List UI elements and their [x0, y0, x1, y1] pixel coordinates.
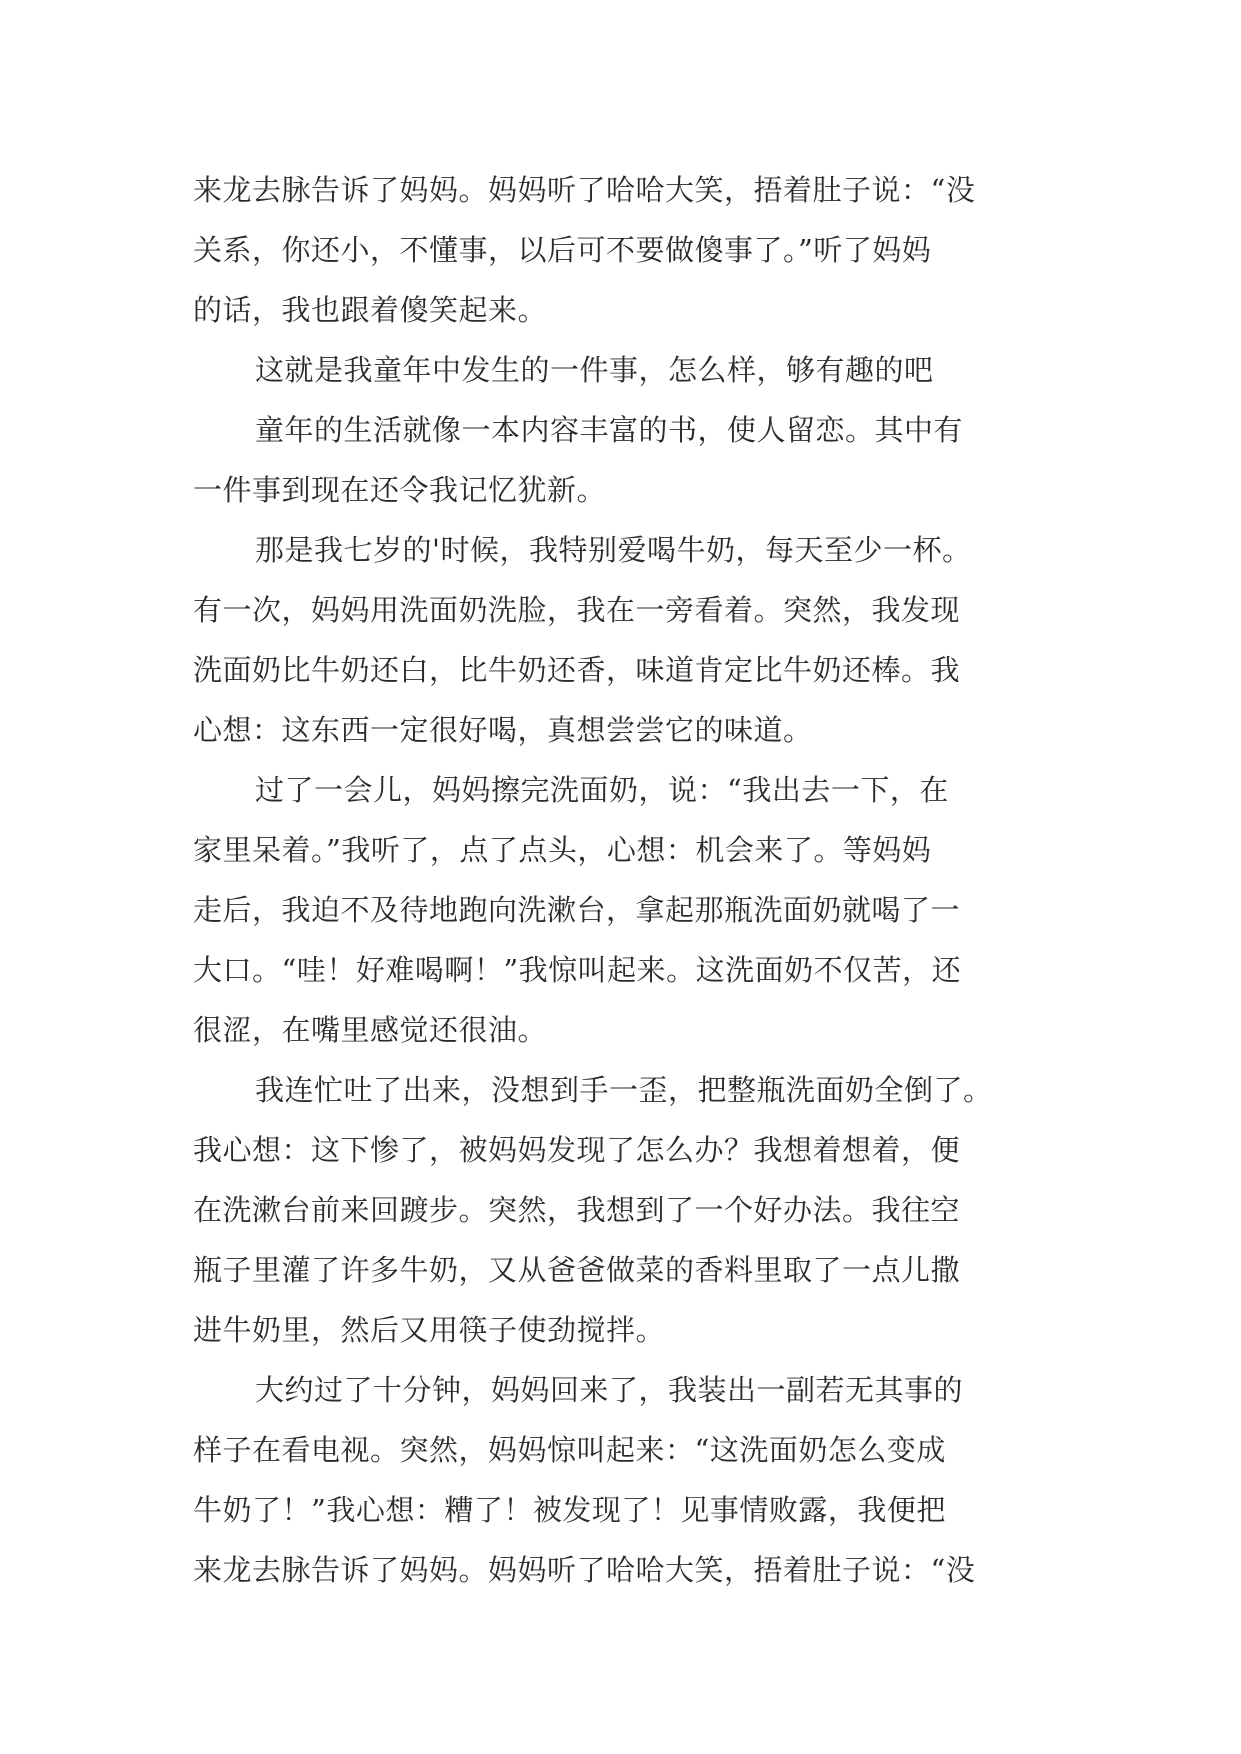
text-line: 瓶子里灌了许多牛奶，又从爸爸做菜的香料里取了一点儿撒: [193, 1253, 961, 1287]
text-line: 那是我七岁的'时候，我特别爱喝牛奶，每天至少一杯。: [255, 533, 972, 567]
text-line: 大口。“哇！好难喝啊！”我惊叫起来。这洗面奶不仅苦，还: [193, 953, 962, 987]
text-line: 关系，你还小，不懂事，以后可不要做傻事了。”听了妈妈: [193, 233, 932, 267]
text-line: 来龙去脉告诉了妈妈。妈妈听了哈哈大笑，捂着肚子说：“没: [193, 173, 976, 207]
text-line: 过了一会儿，妈妈擦完洗面奶，说：“我出去一下，在: [255, 773, 949, 807]
text-line: 我连忙吐了出来，没想到手一歪，把整瓶洗面奶全倒了。: [255, 1073, 993, 1107]
text-line: 很涩，在嘴里感觉还很油。: [193, 1013, 548, 1047]
text-line: 一件事到现在还令我记忆犹新。: [193, 473, 607, 507]
text-line: 洗面奶比牛奶还白，比牛奶还香，味道肯定比牛奶还棒。我: [193, 653, 961, 687]
text-line: 牛奶了！”我心想：糟了！被发现了！见事情败露，我便把: [193, 1493, 946, 1527]
text-line: 在洗漱台前来回踱步。突然，我想到了一个好办法。我往空: [193, 1193, 961, 1227]
text-line: 的话，我也跟着傻笑起来。: [193, 293, 548, 327]
text-line: 进牛奶里，然后又用筷子使劲搅拌。: [193, 1313, 666, 1347]
text-line: 来龙去脉告诉了妈妈。妈妈听了哈哈大笑，捂着肚子说：“没: [193, 1553, 976, 1587]
text-line: 走后，我迫不及待地跑向洗漱台，拿起那瓶洗面奶就喝了一: [193, 893, 961, 927]
text-line: 这就是我童年中发生的一件事，怎么样，够有趣的吧: [255, 353, 934, 387]
text-line: 心想：这东西一定很好喝，真想尝尝它的味道。: [193, 713, 813, 747]
text-line: 家里呆着。”我听了，点了点头，心想：机会来了。等妈妈: [193, 833, 932, 867]
text-line: 我心想：这下惨了，被妈妈发现了怎么办？我想着想着，便: [193, 1133, 961, 1167]
text-line: 样子在看电视。突然，妈妈惊叫起来：“这洗面奶怎么变成: [193, 1433, 946, 1467]
text-line: 有一次，妈妈用洗面奶洗脸，我在一旁看着。突然，我发现: [193, 593, 961, 627]
body-text: [193, 160, 1073, 1600]
text-line: 大约过了十分钟，妈妈回来了，我装出一副若无其事的: [255, 1373, 964, 1407]
text-line: 童年的生活就像一本内容丰富的书，使人留恋。其中有: [255, 413, 964, 447]
